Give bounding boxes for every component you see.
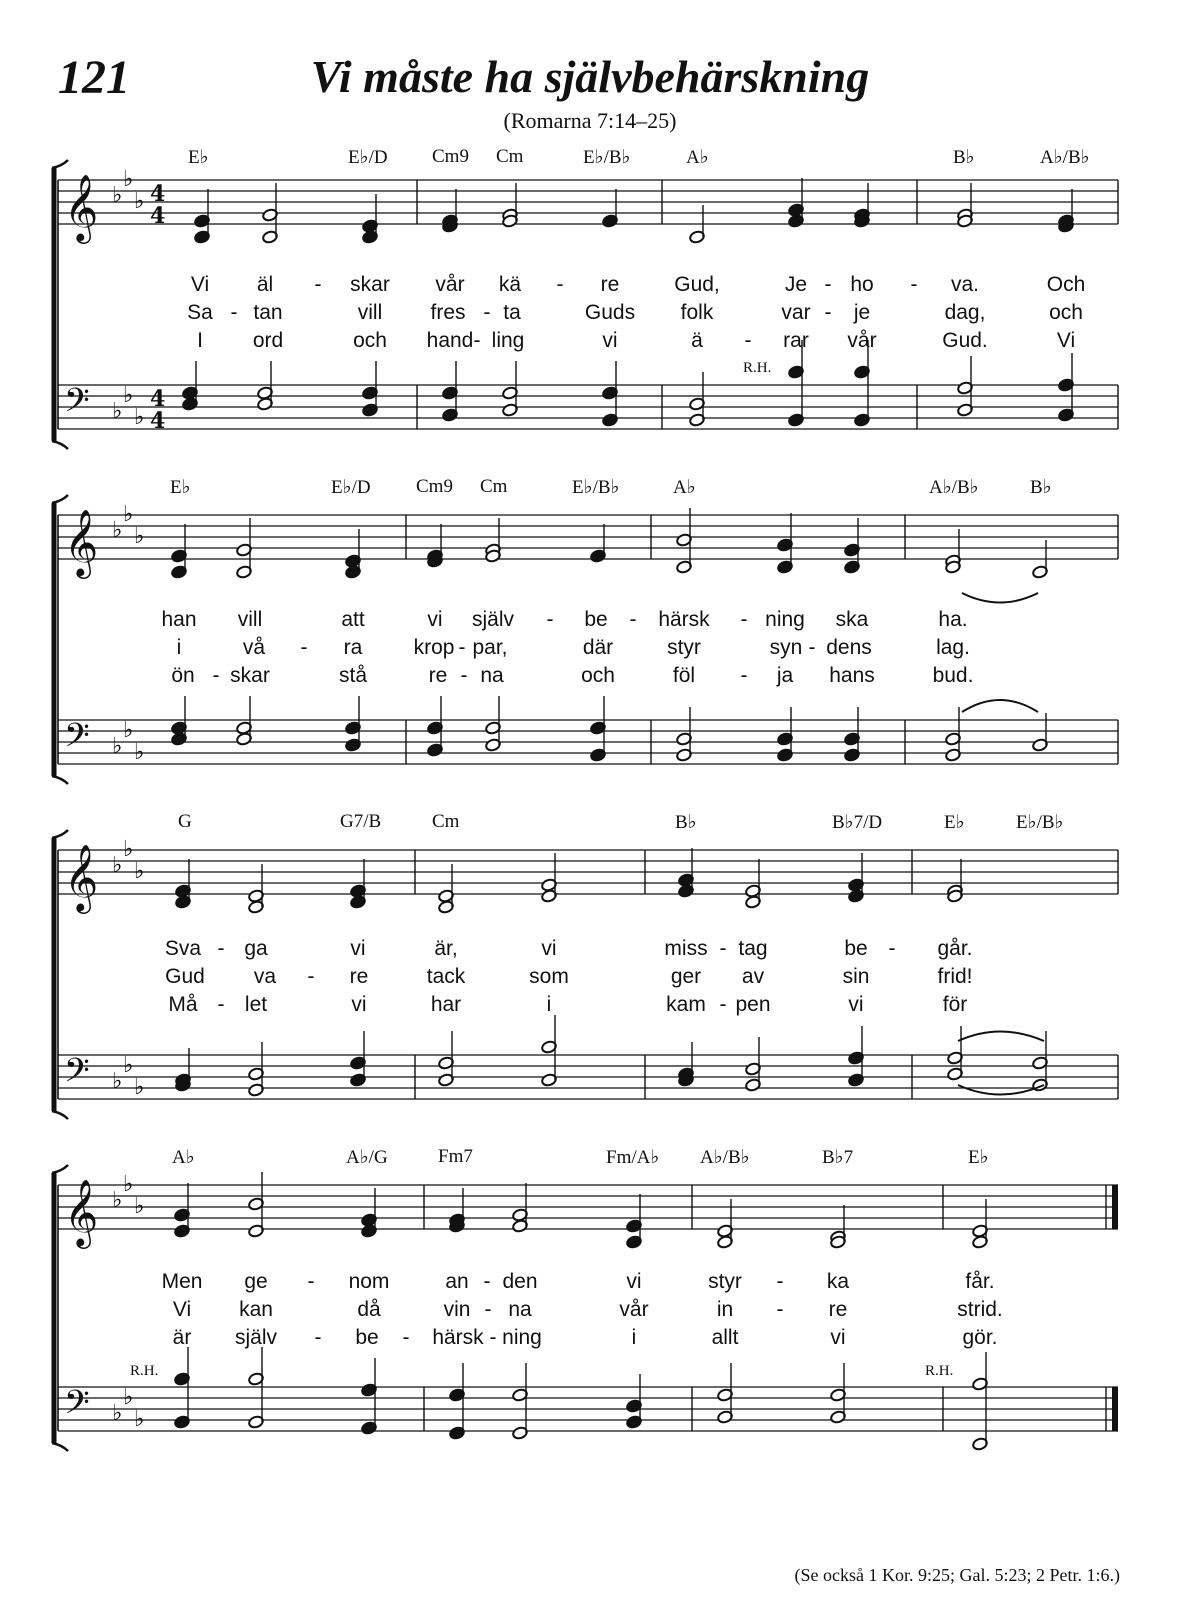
lyric: - [484,1298,492,1321]
flat-sign-icon: ♭ [123,1385,134,1410]
time-signature-numerator: 4 [150,386,166,412]
chord-symbol: E♭/B♭ [1016,812,1064,833]
chord-symbol: A♭ [172,1147,195,1168]
lyric: vill [237,608,263,631]
chord-symbol: E♭/B♭ [583,147,631,168]
lyric: styr [667,636,701,659]
lyric: krop [413,636,455,659]
lyric: ta [503,301,521,324]
lyric: där [582,636,614,659]
lyric: ön [171,664,195,687]
chord-symbol: Fm/A♭ [606,1147,660,1168]
lyric: - [217,993,225,1016]
lyric: bud. [932,664,974,687]
bracket-hook-top [52,495,68,503]
lyric: - [629,608,637,631]
final-barline-thick [1112,1387,1118,1431]
chord-symbol: B♭7/D [832,812,883,833]
lyric: får. [965,1270,995,1293]
lyric: Gud, [674,273,720,296]
chord-symbol: Fm7 [438,1146,473,1167]
lyric: - [719,937,727,960]
treble-clef-icon: 𝄞 [64,843,99,911]
lyric: ger [670,965,702,988]
right-hand-marking: R.H. [743,360,772,376]
lyric: tan [253,301,283,324]
lyric: ho [850,273,874,296]
lyric: själv [471,608,515,631]
lyric: härsk [432,1326,484,1349]
lyric: par, [472,636,508,659]
final-barline-thick [1112,1185,1118,1229]
lyric: äl [256,273,274,296]
flat-sign-icon: ♭ [112,1188,123,1213]
lyric: allt [711,1326,739,1349]
lyric: re [828,1298,848,1321]
bracket-hook-bottom [52,1443,68,1451]
bracket-hook-bottom [52,1111,68,1119]
lyric: re [428,664,448,687]
bass-clef-icon: 𝄢 [64,382,90,428]
chord-symbol: B♭ [675,812,697,833]
lyric: ling [491,329,525,352]
lyric: han [161,608,197,631]
lyric: be [584,608,608,631]
chord-symbol: E♭ [944,812,965,833]
flat-sign-icon: ♭ [123,1053,134,1078]
scripture-reference: (Romarna 7:14–25) [503,108,677,133]
lyric: Må [168,993,198,1016]
lyric: - [230,301,238,324]
lyric: - [740,664,748,687]
chord-symbol: E♭ [188,147,209,168]
lyric: ning [765,608,805,631]
bass-clef-icon: 𝄢 [64,1384,90,1430]
flat-sign-icon: ♭ [134,189,145,214]
lyric: - [307,965,315,988]
flat-sign-icon: ♭ [123,718,134,743]
chord-symbol: A♭ [686,147,709,168]
lyric: in [716,1298,734,1321]
lyric: är [172,1326,192,1349]
bracket-hook-bottom [52,441,68,449]
lyric: den [502,1270,538,1293]
flat-sign-icon: ♭ [123,383,134,408]
lyric: ja [776,664,794,687]
chord-symbol: G [178,811,192,832]
lyric: Vi [1056,329,1076,352]
lyric: fres [430,301,466,324]
lyric: re [600,273,620,296]
lyric: - [824,273,832,296]
lyric: Sva [164,937,202,960]
lyric: - [744,329,752,352]
flat-sign-icon: ♭ [123,837,134,862]
lyric: rar [783,329,809,352]
treble-clef-icon: 𝄞 [64,1178,99,1246]
lyric: ä [691,329,703,352]
lyric: hand [426,329,474,352]
lyric: vin [443,1298,471,1321]
lyric: Gud [165,965,205,988]
lyric: - [300,636,308,659]
lyric: vi [830,1326,846,1349]
lyric: Sa [187,301,213,324]
chord-symbol: A♭/B♭ [929,477,979,498]
lyric: Vi [172,1298,192,1321]
lyric: ge [244,1270,268,1293]
flat-sign-icon: ♭ [123,167,134,192]
lyric: tag [738,937,768,960]
lyric: na [480,664,504,687]
chord-symbol: E♭/D [348,147,388,168]
chord-symbol: Cm [480,476,508,497]
chord-symbol: E♭ [968,1147,989,1168]
lyric: att [341,608,365,631]
lyric: och [353,329,387,352]
time-signature-denominator: 4 [150,408,166,434]
lyric: na [508,1298,532,1321]
chord-symbol: B♭7 [822,1147,854,1168]
flat-sign-icon: ♭ [112,399,123,424]
flat-sign-icon: ♭ [134,1075,145,1100]
lyric: - [556,273,564,296]
flat-sign-icon: ♭ [134,1407,145,1432]
lyric: I [197,329,203,352]
lyric: ka [826,1270,850,1293]
flat-sign-icon: ♭ [112,1069,123,1094]
flat-sign-icon: ♭ [112,183,123,208]
tie [958,1032,1044,1042]
lyric: hans [829,664,875,687]
chord-symbol: E♭ [170,477,191,498]
flat-sign-icon: ♭ [134,1194,145,1219]
lyric: själv [234,1326,278,1349]
flat-sign-icon: ♭ [112,853,123,878]
lyric: och [1049,301,1083,324]
lyric: - [483,301,491,324]
lyric: va [253,965,277,988]
lyric: - [402,1326,410,1349]
lyric: härsk [658,608,710,631]
lyric: som [529,965,569,988]
lyric: vå [242,636,266,659]
lyric: vi [602,329,618,352]
lyric: vi [848,993,864,1016]
lyric: och [581,664,615,687]
lyric: stå [338,664,368,687]
chord-symbol: Cm9 [416,476,453,497]
lyric: styr [708,1270,742,1293]
lyric: tack [426,965,466,988]
lyric: kä [498,273,522,296]
lyric: Och [1046,273,1086,296]
chord-symbol: Cm9 [432,146,469,167]
lyric: Guds [584,301,636,324]
lyric: ning [502,1326,542,1349]
lyric: då [357,1298,381,1321]
flat-sign-icon: ♭ [112,734,123,759]
lyric: - [776,1270,784,1293]
flat-sign-icon: ♭ [112,1401,123,1426]
hymn-number: 121 [58,51,130,104]
chord-symbol: A♭/B♭ [700,1147,750,1168]
lyric: föl [672,664,696,687]
lyric: dag, [944,301,986,324]
flat-sign-icon: ♭ [134,859,145,884]
lyric: ska [835,608,869,631]
lyric: - [314,273,322,296]
lyric: - [460,664,468,687]
lyric: har [430,993,462,1016]
bass-clef-icon: 𝄢 [64,717,90,763]
lyric: går. [937,937,973,960]
lyric: - [719,993,727,1016]
flat-sign-icon: ♭ [134,524,145,549]
lyric: - [808,636,816,659]
lyric: skar [350,273,390,296]
lyric: - [483,1270,491,1293]
flat-sign-icon: ♭ [134,740,145,765]
time-signature-denominator: 4 [150,203,166,229]
lyric: - [212,664,220,687]
lyric: - [217,937,225,960]
lyric: syn [769,636,803,659]
lyric: - [473,329,481,352]
lyric: är, [434,937,458,960]
lyric: i [176,636,182,659]
lyric: lag. [936,636,970,659]
flat-sign-icon: ♭ [123,1172,134,1197]
chord-symbol: A♭ [673,477,696,498]
lyric: be [355,1326,379,1349]
lyric: sin [842,965,870,988]
lyric: vi [626,1270,642,1293]
lyric: vi [427,608,443,631]
lyric: let [244,993,268,1016]
bracket-hook-top [52,1165,68,1173]
tie [958,1085,1044,1095]
lyric: - [307,1270,315,1293]
chord-symbol: E♭/B♭ [572,477,620,498]
lyric: - [458,636,466,659]
lyric: vill [357,301,383,324]
lyric: vi [351,993,367,1016]
lyric: kan [239,1298,273,1321]
lyric: vår [847,329,877,352]
treble-clef-icon: 𝄞 [64,508,99,576]
lyric: gör. [962,1326,998,1349]
lyric: - [489,1326,497,1349]
tie [962,593,1038,603]
lyric: i [631,1326,637,1349]
lyric: av [741,965,765,988]
bracket-hook-top [52,160,68,168]
lyric: - [740,608,748,631]
lyric: folk [680,301,714,324]
chord-symbol: B♭ [1030,477,1052,498]
lyric: dens [826,636,872,659]
lyric: för [942,993,968,1016]
lyric: va. [950,273,980,296]
lyric: je [853,301,871,324]
treble-clef-icon: 𝄞 [64,173,99,241]
chord-symbol: E♭/D [331,477,371,498]
lyric: ra [343,636,363,659]
flat-sign-icon: ♭ [123,502,134,527]
lyric: var [781,301,811,324]
lyric: vår [435,273,465,296]
chord-symbol: Cm [496,146,524,167]
lyric: ord [252,329,284,352]
lyric: vi [541,937,557,960]
lyric: Gud. [942,329,988,352]
bass-clef-icon: 𝄢 [64,1052,90,1098]
lyric: Je [784,273,808,296]
chord-symbol: Cm [432,811,460,832]
bracket-hook-top [52,830,68,838]
lyric: Vi [190,273,210,296]
chord-symbol: B♭ [953,147,975,168]
lyric: vi [350,937,366,960]
flat-sign-icon: ♭ [134,405,145,430]
lyric: - [546,608,554,631]
right-hand-marking: R.H. [130,1363,159,1379]
lyric: - [314,1326,322,1349]
lyric: strid. [957,1298,1003,1321]
lyric: i [546,993,552,1016]
lyric: nom [348,1270,390,1293]
chord-symbol: G7/B [340,811,382,832]
chord-symbol: A♭/B♭ [1040,147,1090,168]
time-signature-numerator: 4 [150,181,166,207]
lyric: - [776,1298,784,1321]
footer-references: (Se också 1 Kor. 9:25; Gal. 5:23; 2 Petr. 1:6.) [794,1565,1120,1585]
lyric: be [844,937,868,960]
lyric: - [888,937,896,960]
right-hand-marking: R.H. [925,1363,954,1379]
lyric: miss [664,937,708,960]
lyric: pen [735,993,771,1016]
flat-sign-icon: ♭ [112,518,123,543]
lyric: skar [230,664,270,687]
lyric: frid! [937,965,973,988]
lyric: - [824,301,832,324]
lyric: kam [666,993,706,1016]
lyric: ga [244,937,268,960]
lyric: re [349,965,369,988]
hymn-title: Vi måste ha självbehärskning [310,51,870,102]
bracket-hook-bottom [52,776,68,784]
lyric: vår [619,1298,649,1321]
chord-symbol: A♭/G [346,1147,388,1168]
lyric: an [445,1270,469,1293]
lyric: Men [161,1270,203,1293]
tie [962,700,1038,712]
lyric: - [910,273,918,296]
lyric: ha. [938,608,968,631]
